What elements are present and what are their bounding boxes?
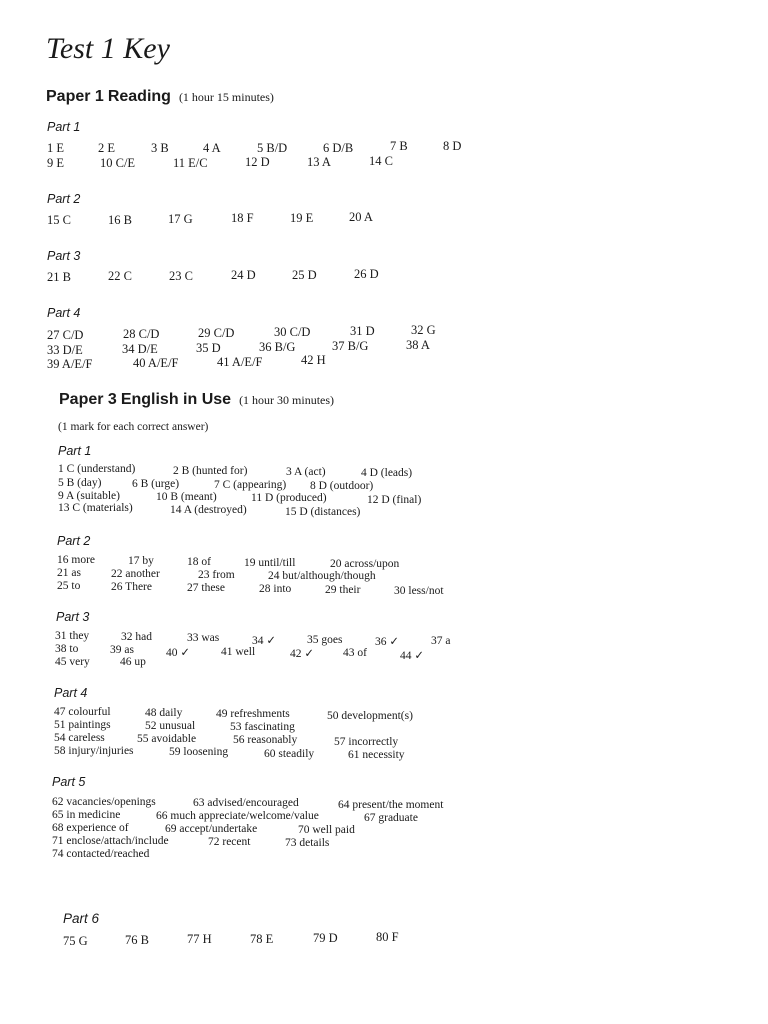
answer-item: 1 C (understand) [58, 463, 136, 475]
answer-item: 79 D [313, 931, 338, 945]
answer-item: 59 loosening [169, 746, 229, 758]
answer-item: 64 present/the moment [338, 799, 444, 811]
paper-1-part-3-label: Part 3 [47, 249, 81, 263]
answer-item: 32 G [411, 323, 436, 337]
answer-item: 35 goes [307, 634, 343, 646]
answer-item: 10 C/E [100, 156, 136, 170]
answer-item: 21 B [47, 270, 71, 284]
answer-item: 36 ✓ [375, 636, 400, 648]
answer-item: 1 E [47, 141, 65, 155]
paper-1-part-2-label: Part 2 [47, 192, 81, 206]
answer-item: 34 ✓ [252, 635, 277, 647]
answer-item: 29 their [325, 584, 361, 596]
answer-item: 45 very [55, 656, 90, 668]
answer-item: 27 C/D [47, 328, 84, 342]
answer-item: 43 of [343, 647, 367, 659]
answer-item: 12 D (final) [367, 494, 422, 506]
answer-item: 9 A (suitable) [58, 490, 120, 502]
answer-item: 46 up [120, 656, 146, 668]
answer-item: 4 D (leads) [361, 467, 413, 479]
answer-item: 13 C (materials) [58, 502, 133, 514]
answer-item: 52 unusual [145, 720, 196, 732]
answer-item: 26 There [111, 581, 152, 593]
page-title: Test 1 Key [46, 32, 170, 65]
answer-item: 27 these [187, 582, 226, 594]
answer-item: 21 as [57, 567, 81, 579]
paper-3-part-6-label: Part 6 [63, 911, 100, 926]
answer-item: 15 C [47, 213, 71, 227]
answer-item: 61 necessity [348, 749, 405, 761]
answer-item: 20 A [349, 210, 373, 224]
answer-item: 6 B (urge) [132, 478, 180, 490]
answer-item: 51 paintings [54, 719, 111, 731]
answer-item: 13 A [307, 155, 331, 169]
answer-item: 47 colourful [54, 706, 111, 718]
answer-item: 28 C/D [123, 327, 160, 341]
answer-item: 62 vacancies/openings [52, 796, 156, 808]
answer-item: 11 D (produced) [251, 492, 327, 504]
answer-item: 25 to [57, 580, 81, 592]
answer-item: 3 A (act) [286, 466, 326, 478]
answer-item: 39 A/E/F [47, 357, 93, 371]
paper-1-subject: Reading [107, 88, 171, 105]
answer-item: 22 another [111, 568, 160, 580]
answer-item: 30 C/D [274, 325, 311, 339]
answer-item: 17 by [128, 555, 154, 567]
answer-item: 31 D [350, 324, 375, 338]
answer-item: 58 injury/injuries [54, 745, 134, 757]
answer-item: 38 A [406, 338, 430, 352]
answer-item: 18 F [231, 211, 254, 225]
answer-item: 7 C (appearing) [214, 479, 287, 491]
answer-item: 28 into [259, 583, 292, 595]
paper-3-part-2-label: Part 2 [57, 534, 91, 548]
answer-item: 33 was [187, 632, 220, 644]
answer-item: 8 D (outdoor) [310, 480, 374, 492]
answer-item: 73 details [285, 837, 330, 849]
paper-1-heading [46, 88, 274, 106]
answer-item: 41 well [221, 646, 256, 658]
answer-item: 44 ✓ [400, 650, 425, 662]
answer-item: 5 B (day) [58, 477, 102, 489]
answer-item: 5 B/D [257, 141, 288, 155]
answer-item: 69 accept/undertake [165, 823, 258, 835]
answer-item: 26 D [354, 267, 379, 281]
answer-item: 57 incorrectly [334, 736, 399, 748]
paper-3-part-4-label: Part 4 [54, 686, 88, 700]
answer-item: 71 enclose/attach/include [52, 835, 169, 847]
answer-item: 41 A/E/F [217, 355, 263, 369]
answer-item: 22 C [108, 269, 132, 283]
paper-3-part-5-label: Part 5 [52, 775, 86, 789]
answer-item: 7 B [390, 139, 408, 153]
answer-item: 65 in medicine [52, 809, 121, 821]
paper-3-heading [59, 391, 334, 409]
answer-item: 17 G [168, 212, 193, 226]
answer-item: 80 F [376, 930, 399, 944]
answer-item: 37 a [431, 635, 451, 647]
answer-item: 48 daily [145, 707, 183, 719]
answer-item: 34 D/E [122, 342, 158, 356]
answer-item: 2 E [98, 141, 116, 155]
answer-item: 78 E [250, 932, 274, 946]
paper-1-name: Paper 1 [46, 88, 104, 105]
answer-item: 68 experience of [52, 822, 129, 834]
answer-item: 8 D [443, 139, 462, 153]
answer-item: 74 contacted/reached [52, 848, 150, 860]
answer-item: 31 they [55, 630, 90, 642]
paper-3-name: Paper 3 [59, 391, 117, 408]
answer-item: 77 H [187, 932, 212, 946]
answer-item: 72 recent [208, 836, 251, 848]
answer-item: 2 B (hunted for) [173, 465, 248, 477]
answer-item: 24 D [231, 268, 256, 282]
answer-item: 55 avoidable [137, 733, 197, 745]
paper-3-part-1-label: Part 1 [58, 444, 92, 458]
paper-3-subject: English in Use [120, 391, 232, 408]
answer-item: 14 C [369, 154, 393, 168]
answer-item: 76 B [125, 933, 149, 947]
answer-item: 3 B [151, 141, 169, 155]
answer-item: 38 to [55, 643, 79, 655]
answer-item: 37 B/G [332, 339, 369, 353]
answer-item: 40 A/E/F [133, 356, 179, 370]
answer-item: 16 B [108, 213, 132, 227]
answer-item: 12 D [245, 155, 270, 169]
answer-item: 20 across/upon [330, 558, 400, 570]
answer-item: 40 ✓ [166, 647, 191, 659]
marking-note: (1 mark for each correct answer) [58, 421, 209, 433]
answer-item: 42 ✓ [290, 648, 315, 660]
paper-3-time: (1 hour 30 minutes) [239, 393, 335, 407]
answer-item: 67 graduate [364, 812, 418, 824]
answer-item: 16 more [57, 554, 96, 566]
answer-item: 50 development(s) [327, 710, 413, 722]
answer-item: 6 D/B [323, 141, 354, 155]
answer-item: 60 steadily [264, 748, 315, 760]
answer-item: 70 well paid [298, 824, 355, 836]
paper-3-part-3-label: Part 3 [56, 610, 90, 624]
answer-item: 29 C/D [198, 326, 235, 340]
paper-1-part-4-label: Part 4 [47, 306, 81, 320]
answer-item: 19 E [290, 211, 314, 225]
answer-item: 25 D [292, 268, 317, 282]
answer-item: 33 D/E [47, 343, 83, 357]
answer-item: 56 reasonably [233, 734, 298, 746]
answer-item: 42 H [301, 353, 326, 367]
paper-1-time: (1 hour 15 minutes) [178, 90, 274, 104]
answer-item: 36 B/G [259, 340, 296, 354]
answer-item: 53 fascinating [230, 721, 295, 733]
answer-item: 4 A [203, 141, 221, 155]
answer-item: 18 of [187, 556, 211, 568]
answer-item: 30 less/not [394, 585, 444, 597]
answer-item: 35 D [196, 341, 221, 355]
answer-item: 19 until/till [244, 557, 296, 569]
answer-item: 11 E/C [173, 156, 208, 170]
answer-item: 14 A (destroyed) [170, 504, 247, 516]
answer-item: 75 G [63, 934, 88, 948]
answer-item: 9 E [47, 156, 65, 170]
answer-item: 15 D (distances) [285, 506, 361, 518]
answer-item: 54 careless [54, 732, 105, 744]
answer-item: 24 but/although/though [268, 570, 376, 582]
answer-item: 39 as [110, 644, 134, 656]
answer-item: 10 B (meant) [156, 491, 217, 503]
paper-1-part-1-label: Part 1 [47, 120, 81, 134]
answer-item: 66 much appreciate/welcome/value [156, 810, 319, 822]
answer-item: 49 refreshments [216, 708, 290, 720]
answer-item: 32 had [121, 631, 152, 643]
answer-item: 23 C [169, 269, 193, 283]
answer-item: 63 advised/encouraged [193, 797, 299, 809]
answer-item: 23 from [198, 569, 235, 581]
